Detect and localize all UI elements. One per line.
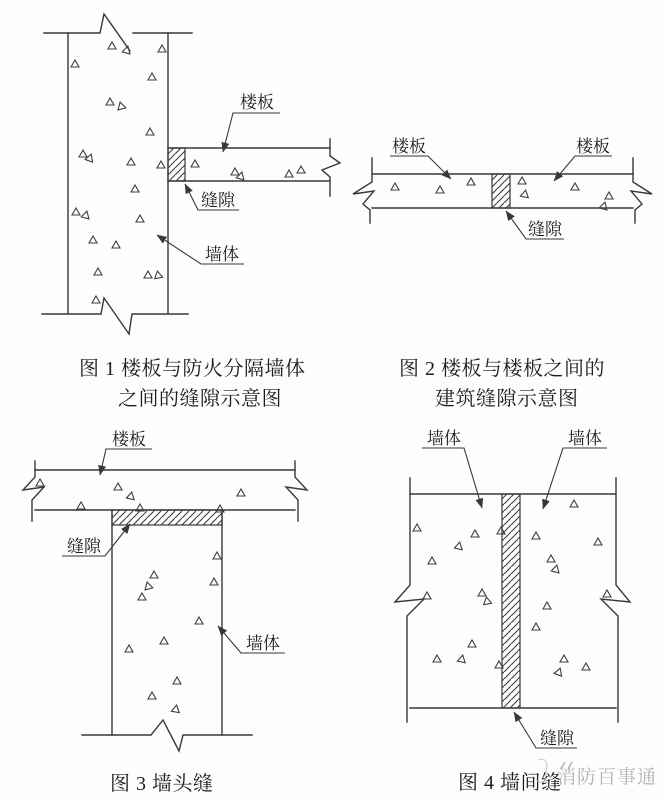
figure-2 [353, 137, 652, 410]
fig2-right-break [631, 158, 652, 223]
fig2-label-slab-left: 楼板 [392, 137, 426, 156]
fig4-label-gap: 缝隙 [540, 729, 574, 748]
watermark-text: 消防百事通 [557, 767, 658, 788]
fig2-leader-slab-left [390, 156, 451, 179]
fig4-leader-wall-right [543, 448, 607, 509]
fig3-label-wall: 墙体 [246, 634, 280, 653]
fig4-label-wall-right: 墙体 [568, 429, 602, 448]
fig3-wall-lines [112, 510, 222, 735]
fig1-top-break [44, 14, 192, 51]
fig4-leader-wall-left [422, 448, 482, 508]
fig4-label-wall-left: 墙体 [427, 429, 461, 448]
fig2-leader-slab-right [554, 156, 612, 181]
fig2-label-gap: 缝隙 [528, 220, 562, 239]
fig4-gap-hatch [502, 494, 520, 708]
fig3-leader-slab [100, 449, 152, 475]
fig3-gap-hatch [112, 510, 222, 525]
fig2-caption-line2: 建筑缝隙示意图 [435, 388, 579, 410]
fig2-label-slab-right: 楼板 [576, 137, 610, 156]
fig1-aggregate-marks [71, 42, 305, 303]
fig3-label-slab: 楼板 [112, 430, 146, 449]
fig1-bottom-break [42, 298, 188, 334]
fig1-gap-hatch [168, 148, 185, 181]
fig1-leader-slab [223, 113, 280, 152]
fig1-caption-line2: 之间的缝隙示意图 [118, 388, 282, 410]
figure-3 [23, 430, 307, 795]
fig2-gap-hatch [492, 174, 510, 208]
fig4-right-break [601, 478, 630, 722]
figure-1 [42, 14, 340, 410]
fig2-caption-line1: 图 2 楼板与楼板之间的 [399, 358, 605, 380]
fig3-bottom-break [82, 720, 252, 751]
fig4-left-break [395, 478, 424, 722]
fig3-label-gap: 缝隙 [67, 537, 101, 556]
figure-4 [395, 429, 630, 794]
fig1-label-slab: 楼板 [240, 93, 274, 112]
fig1-caption-line1: 图 1 楼板与防火分隔墙体 [79, 358, 306, 380]
fig1-label-wall: 墙体 [205, 245, 239, 264]
fig3-slab-lines [35, 470, 295, 510]
fig3-caption: 图 3 墙头缝 [110, 773, 214, 795]
fig1-label-gap: 缝隙 [201, 191, 235, 210]
fig4-caption: 图 4 墙间缝 [458, 772, 562, 794]
fig2-left-break [353, 158, 374, 223]
